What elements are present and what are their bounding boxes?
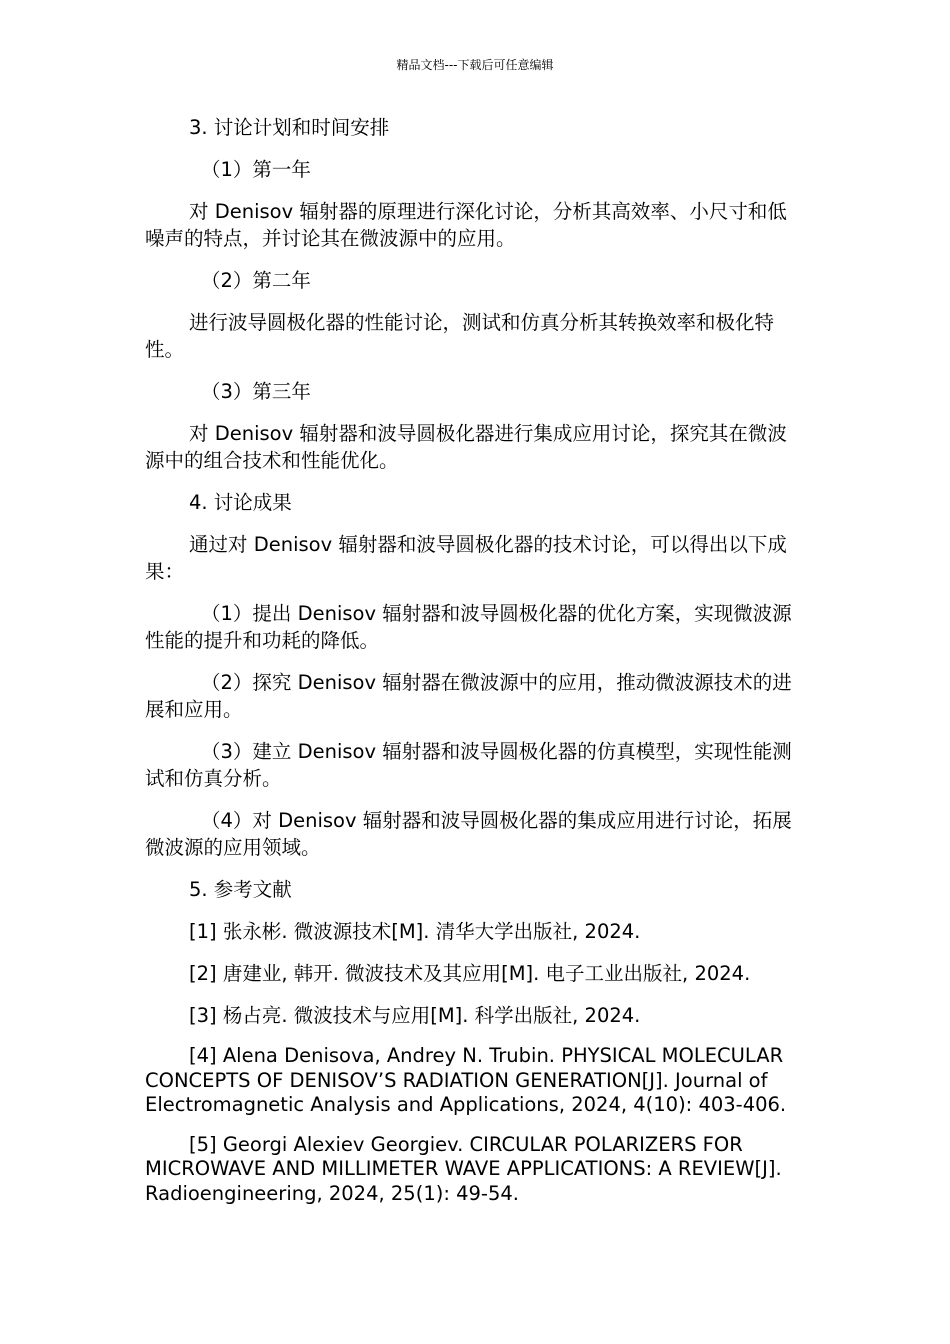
document-body <box>145 114 805 1221</box>
reference-1: [1] 张永彬. 微波源技术[M]. 清华大学出版社, 2024. <box>189 920 641 943</box>
year1-paragraph: 对 Denisov 辐射器的原理进行深化讨论，分析其高效率、小尺寸和低噪声的特点，并讨论其在微波源中的应用。 <box>145 200 787 250</box>
result-item-3: （3）建立 Denisov 辐射器和波导圆极化器的仿真模型，实现性能测试和仿真分析。 <box>145 740 792 790</box>
year3-paragraph: 对 Denisov 辐射器和波导圆极化器进行集成应用讨论，探究其在微波源中的组合技术和性能优化。 <box>145 422 787 472</box>
year3-label: （3）第三年 <box>201 380 311 403</box>
section-heading-results: 4. 讨论成果 <box>189 491 292 514</box>
result-item-2: （2）探究 Denisov 辐射器在微波源中的应用，推动微波源技术的进展和应用。 <box>145 671 792 721</box>
reference-2: [2] 唐建业, 韩开. 微波技术及其应用[M]. 电子工业出版社, 2024. <box>189 962 751 985</box>
page-header: 精品文档---下载后可任意编辑 <box>396 58 554 72</box>
results-intro: 通过对 Denisov 辐射器和波导圆极化器的技术讨论，可以得出以下成果： <box>145 533 787 583</box>
section-heading-plan: 3. 讨论计划和时间安排 <box>189 116 390 139</box>
result-item-1: （1）提出 Denisov 辐射器和波导圆极化器的优化方案，实现微波源性能的提升和功耗的降低。 <box>145 602 792 652</box>
reference-4: [4] Alena Denisova, Andrey N. Trubin. PHYSICAL MOLECULAR CONCEPTS OF DENISOV’S RADIATION GENERATION[J]. Journal of Electromagnetic Analysis and Applications, 2024, 4(10): 403-406. <box>145 1044 787 1116</box>
reference-5: [5] Georgi Alexiev Georgiev. CIRCULAR POLARIZERS FOR MICROWAVE AND MILLIMETER WAVE APPLICATIONS: A REVIEW[J]. Radioengineering, 2024, 25(1): 49-54. <box>145 1132 782 1205</box>
result-item-4: （4）对 Denisov 辐射器和波导圆极化器的集成应用进行讨论，拓展微波源的应用领域。 <box>145 809 792 859</box>
year2-label: （2）第二年 <box>201 269 311 292</box>
reference-3: [3] 杨占亮. 微波技术与应用[M]. 科学出版社, 2024. <box>189 1004 641 1027</box>
section-heading-references: 5. 参考文献 <box>189 878 292 901</box>
year1-label: （1）第一年 <box>201 158 311 181</box>
year2-paragraph: 进行波导圆极化器的性能讨论，测试和仿真分析其转换效率和极化特性。 <box>145 311 775 361</box>
